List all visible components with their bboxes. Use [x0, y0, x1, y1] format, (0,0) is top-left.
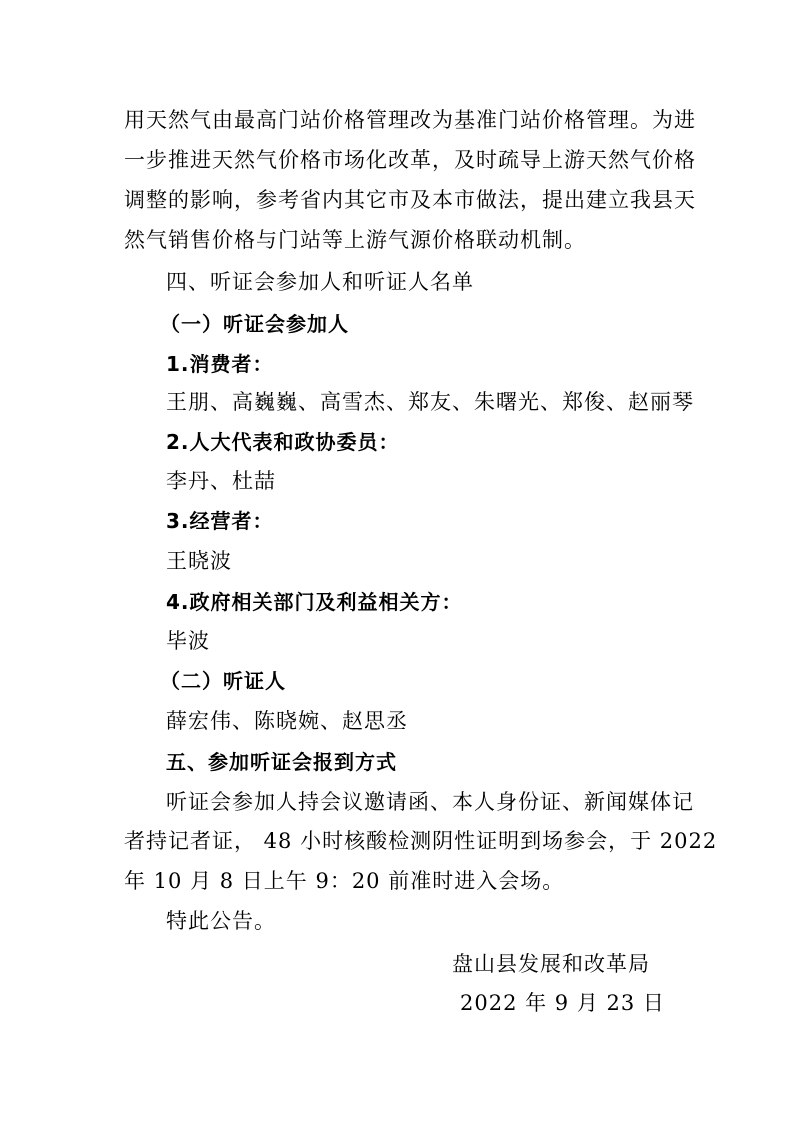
section-heading: 五、参加听证会报到方式 — [166, 750, 397, 774]
subsection-heading: （二）听证人 — [160, 669, 286, 693]
paragraph-line: 年 10 月 8 日上午 9：20 前准时进入会场。 — [124, 869, 565, 893]
subsection-heading: （一）听证会参加人 — [160, 312, 349, 336]
section-heading: 四、听证会参加人和听证人名单 — [166, 270, 474, 294]
group-label: 1.消费者： — [166, 352, 274, 376]
group-names: 王朋、高巍巍、高雪杰、郑友、朱曙光、郑俊、赵丽琴 — [166, 390, 694, 414]
group-names: 王晓波 — [166, 549, 232, 573]
paragraph-line: 用天然气由最高门站价格管理改为基准门站价格管理。为进 — [124, 108, 696, 132]
group-label: 3.经营者： — [166, 509, 274, 533]
group-label: 4.政府相关部门及利益相关方： — [166, 590, 463, 614]
group-names: 毕波 — [166, 629, 210, 653]
signature-date: 2022 年 9 月 23 日 — [460, 991, 665, 1015]
group-label: 2.人大代表和政协委员： — [166, 430, 400, 454]
paragraph-line: 调整的影响，参考省内其它市及本市做法，提出建立我县天 — [124, 188, 696, 212]
paragraph-line: 然气销售价格与门站等上游气源价格联动机制。 — [124, 228, 586, 252]
closing-text: 特此公告。 — [166, 909, 276, 933]
paragraph-line: 听证会参加人持会议邀请函、本人身份证、新闻媒体记 — [166, 790, 694, 814]
group-names: 李丹、杜喆 — [166, 469, 276, 493]
paragraph-line: 一步推进天然气价格市场化改革，及时疏导上游天然气价格 — [124, 148, 696, 172]
signature-organization: 盘山县发展和改革局 — [452, 952, 650, 976]
paragraph-line: 者持记者证， 48 小时核酸检测阴性证明到场参会，于 2022 — [124, 829, 718, 853]
hearing-officer-names: 薛宏伟、陈晓婉、赵思丞 — [166, 709, 408, 733]
